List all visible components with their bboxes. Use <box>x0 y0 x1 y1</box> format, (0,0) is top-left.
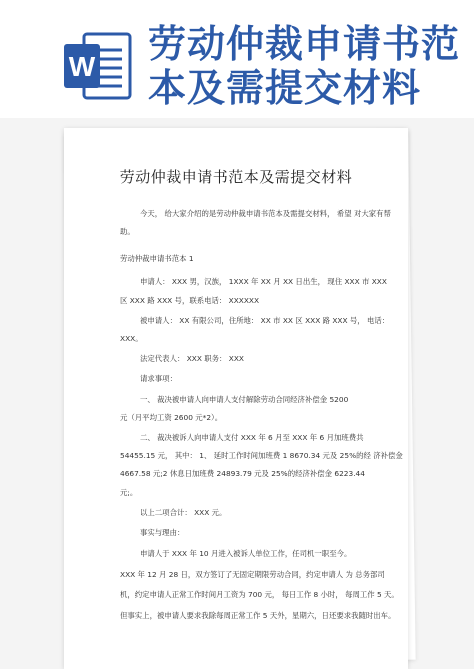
paragraph-line: 54455.15 元， 其中： 1、 延时工作时间加班费 1 8670.34 元及 25%的经 济补偿金 <box>120 451 403 460</box>
paragraph-line: 助。 <box>120 227 135 236</box>
paragraph-line: 今天， 给大家介绍的是劳动仲裁申请书范本及需提交材料， 希望 对大家有帮 <box>140 209 391 218</box>
paragraph-line: 但事实上，被申请人要求我除每周正常工作 5 天外，星期六，日还要求我随时出车。 <box>120 611 396 620</box>
paragraph-line: 机，约定申请人正常工作时间月工资为 700 元， 每日工作 8 小时， 每周工作 5 天。 <box>120 590 399 599</box>
paragraph-line: 被申请人： XX 有限公司，住所地： XX 市 XX 区 XXX 路 XXX 号， 电话： <box>140 316 390 325</box>
paragraph-line: XXX 年 12 月 28 日，双方签订了无固定期限劳动合同，约定申请人 为 总务部司 <box>120 570 385 579</box>
paragraph-line: 一、 裁决被申请人向申请人支付解除劳动合同经济补偿金 5200 <box>140 395 349 404</box>
banner-title-line-2: 本及需提交材料 <box>148 66 422 110</box>
paragraph-line: 以上二项合计： XXX 元。 <box>140 508 227 517</box>
paragraph-line: 法定代表人： XXX 职务： XXX <box>140 354 244 363</box>
document-title: 劳动仲裁申请书范本及需提交材料 <box>119 168 353 186</box>
paragraph-line: 事实与理由： <box>140 528 185 537</box>
banner-title-line-1: 劳动仲裁申请书范 <box>148 22 461 66</box>
word-document-icon <box>62 30 132 102</box>
paragraph-line: 劳动仲裁申请书范本 1 <box>120 254 194 263</box>
header-banner <box>0 0 474 118</box>
paragraph-line: 二、 裁决被诉人向申请人支付 XXX 年 6 月至 XXX 年 6 月加班费共 <box>140 433 364 442</box>
paragraph-line: 元（月平均工资 2600 元*2）。 <box>120 413 223 422</box>
paragraph-line: 元;。 <box>120 488 138 497</box>
paragraph-line: 申请人： XXX 男，汉族， 1XXX 年 XX 月 XX 日出生， 现住 XXX 市 XXX <box>140 277 387 286</box>
paragraph-line: 区 XXX 路 XXX 号，联系电话： XXXXXX <box>120 296 260 305</box>
paragraph-line: 4667.58 元;2 休息日加班费 24893.79 元及 25%的经济补偿金 6223.44 <box>120 469 365 478</box>
paragraph-line: XXX。 <box>120 334 143 343</box>
word-icon-letter: W <box>68 51 96 82</box>
document-page <box>64 128 408 669</box>
paragraph-line: 请求事项： <box>140 374 177 383</box>
paragraph-line: 申请人于 XXX 年 10 月进入被诉人单位工作，任司机一职至今。 <box>140 549 352 558</box>
